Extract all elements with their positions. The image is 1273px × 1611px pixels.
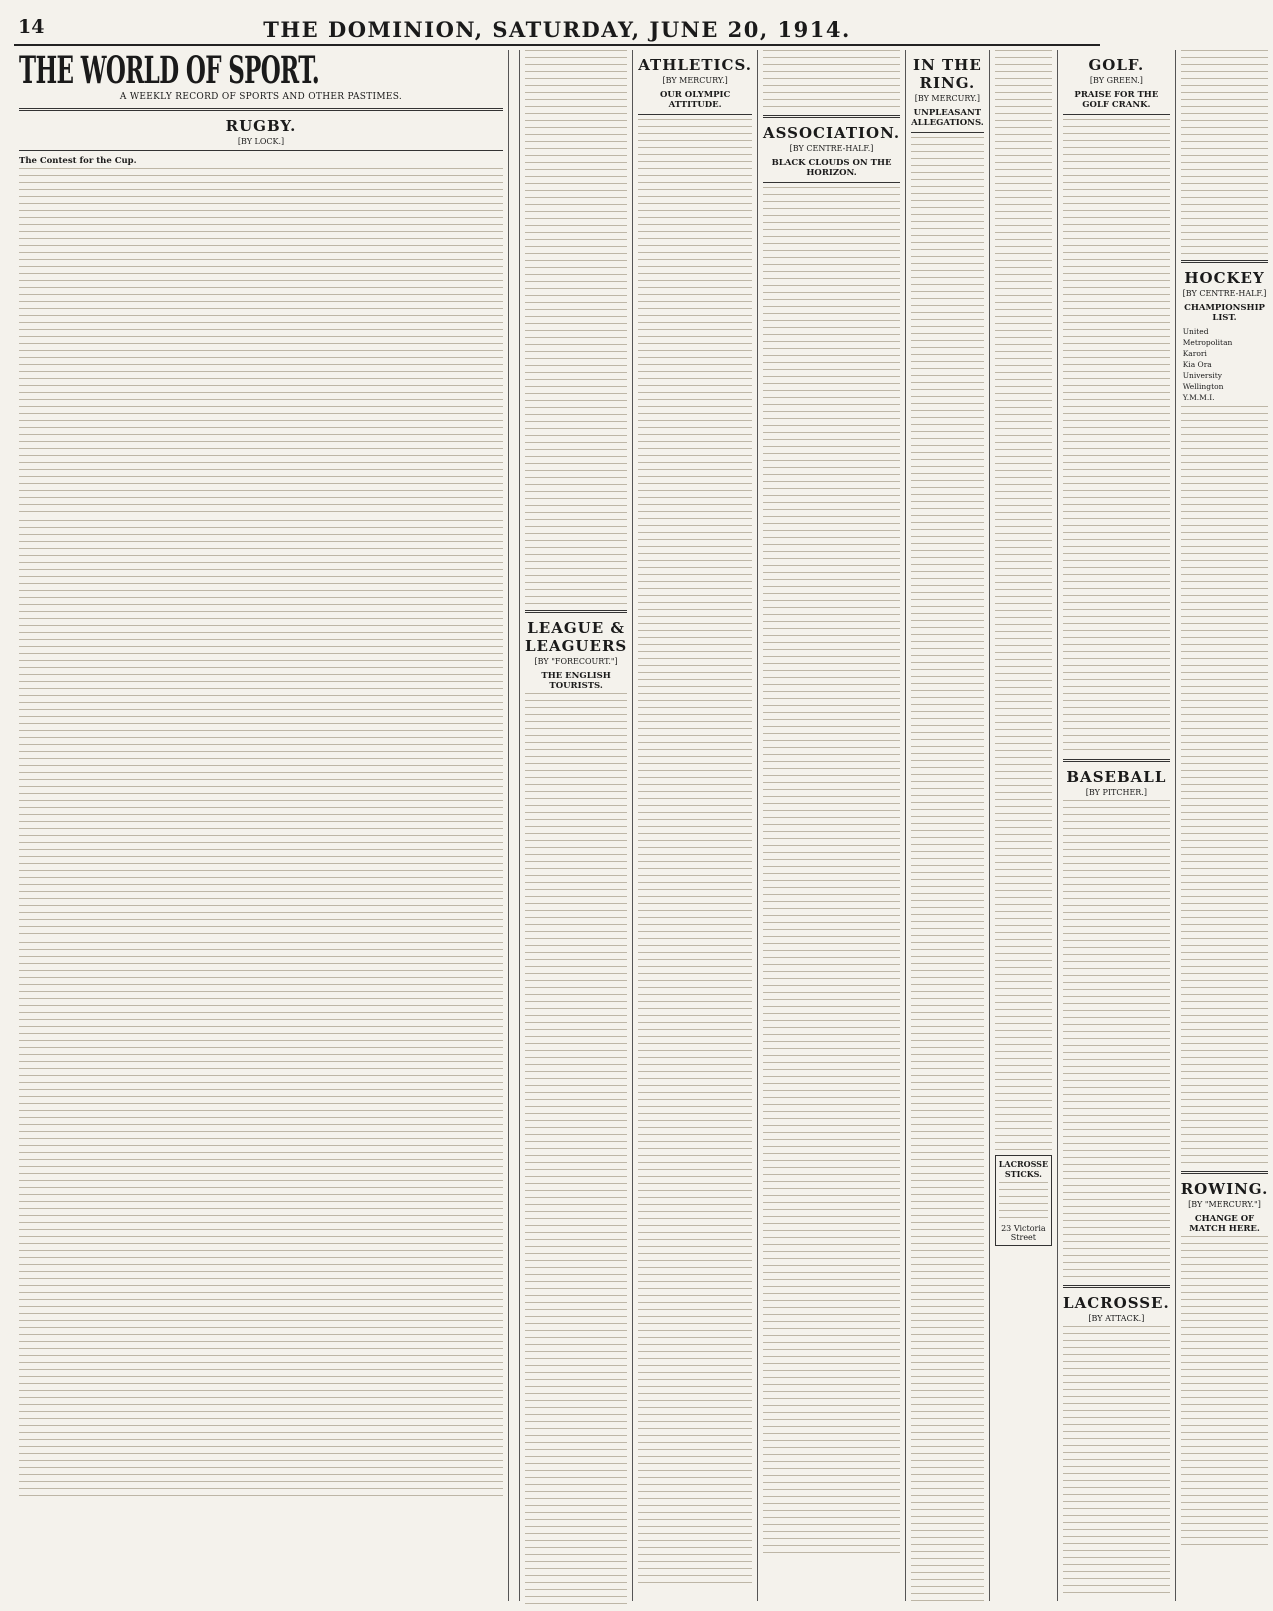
advert-address: 23 Victoria Street bbox=[1001, 1224, 1046, 1242]
newspaper-dateline: THE DOMINION, SATURDAY, JUNE 20, 1914. bbox=[263, 16, 851, 42]
league-subhead: THE ENGLISH TOURISTS. bbox=[541, 671, 611, 691]
association-text bbox=[763, 187, 900, 1557]
team-name: Wellington bbox=[1182, 382, 1224, 391]
table-row bbox=[1181, 359, 1269, 370]
advert-title: LACROSSE STICKS. bbox=[998, 1159, 1049, 1179]
team-name: Y.M.M.I. bbox=[1182, 393, 1215, 402]
banner-subtitle: A WEEKLY RECORD OF SPORTS AND OTHER PASTIMES. bbox=[119, 92, 403, 102]
athletics-subhead: OUR OLYMPIC ATTITUDE. bbox=[659, 90, 731, 110]
athletics-byline: [BY MERCURY.] bbox=[662, 76, 728, 85]
hockey-subhead: CHAMPIONSHIP LIST. bbox=[1184, 303, 1265, 323]
rowing-byline: [BY "MERCURY."] bbox=[1188, 1200, 1261, 1209]
rowing-subhead: CHANGE OF MATCH HERE. bbox=[1189, 1214, 1260, 1234]
columns bbox=[14, 48, 1269, 1601]
team-name: Karori bbox=[1182, 349, 1207, 358]
association-heading: ASSOCIATION. bbox=[763, 124, 901, 142]
column-7 bbox=[989, 50, 1057, 1601]
masthead bbox=[14, 14, 1100, 46]
column-1 bbox=[14, 50, 508, 1601]
hockey-heading: HOCKEY bbox=[1184, 269, 1265, 287]
athletics-continued-text bbox=[763, 50, 900, 110]
rugby-byline: [BY LOCK.] bbox=[237, 137, 285, 146]
lacrosse-sticks-advert bbox=[995, 1155, 1052, 1246]
golf-text bbox=[1063, 119, 1170, 754]
rowing-heading: ROWING. bbox=[1180, 1180, 1269, 1198]
league-text bbox=[525, 693, 627, 1608]
baseball-heading: BASEBALL bbox=[1066, 768, 1167, 786]
rugby-heading: RUGBY. bbox=[225, 117, 297, 135]
lacrosse-byline: [BY ATTACK.] bbox=[1088, 1314, 1145, 1323]
golf-heading: GOLF. bbox=[1088, 56, 1145, 74]
ring-heading: IN THE RING. bbox=[913, 56, 982, 92]
column-5 bbox=[757, 50, 905, 1601]
ring-subhead: UNPLEASANT ALLEGATIONS. bbox=[911, 108, 984, 128]
rugby-continued-text-2 bbox=[525, 50, 627, 605]
column-6 bbox=[905, 50, 989, 1601]
column-4 bbox=[632, 50, 757, 1601]
hockey-text bbox=[1181, 406, 1269, 1166]
hockey-championship-table bbox=[1181, 326, 1269, 403]
table-row bbox=[1181, 337, 1269, 348]
baseball-text bbox=[1063, 800, 1170, 1280]
table-row bbox=[1181, 326, 1269, 337]
ring-continued-text bbox=[995, 50, 1052, 1150]
column-9 bbox=[1175, 50, 1273, 1601]
baseball-byline: [BY PITCHER.] bbox=[1085, 788, 1147, 797]
lacrosse-text bbox=[1063, 1326, 1170, 1596]
column-8 bbox=[1057, 50, 1175, 1601]
golf-continued-text bbox=[1181, 50, 1269, 255]
page-number: 14 bbox=[18, 16, 45, 38]
team-name: Metropolitan bbox=[1182, 338, 1233, 347]
lacrosse-heading: LACROSSE. bbox=[1063, 1294, 1170, 1312]
golf-byline: [BY GREEN.] bbox=[1089, 76, 1143, 85]
rugby-subhead: The Contest for the Cup. bbox=[19, 156, 137, 166]
association-subhead: BLACK CLOUDS ON THE HORIZON. bbox=[771, 158, 892, 178]
rugby-text-3 bbox=[19, 942, 503, 1502]
advert-text bbox=[999, 1182, 1048, 1222]
team-name: University bbox=[1182, 371, 1223, 380]
rugby-text-2 bbox=[19, 520, 503, 940]
team-name: United bbox=[1182, 327, 1209, 336]
ring-text bbox=[911, 137, 984, 1602]
column-2 bbox=[508, 50, 519, 1601]
association-byline: [BY CENTRE-HALF.] bbox=[789, 144, 874, 153]
ring-byline: [BY MERCURY.] bbox=[914, 94, 981, 103]
rowing-text bbox=[1181, 1236, 1269, 1546]
table-row bbox=[1181, 392, 1269, 403]
rugby-text-1 bbox=[19, 168, 503, 518]
table-row bbox=[1181, 370, 1269, 381]
table-row bbox=[1181, 348, 1269, 359]
table-row bbox=[1181, 381, 1269, 392]
team-name: Kia Ora bbox=[1182, 360, 1212, 369]
hockey-byline: [BY CENTRE-HALF.] bbox=[1182, 289, 1267, 298]
league-heading: LEAGUE & LEAGUERS bbox=[525, 619, 628, 655]
league-byline: [BY "FORECOURT."] bbox=[534, 657, 618, 666]
section-banner: THE WORLD OF SPORT. bbox=[19, 48, 320, 92]
golf-subhead: PRAISE FOR THE GOLF CRANK. bbox=[1074, 90, 1159, 110]
athletics-heading: ATHLETICS. bbox=[638, 56, 753, 74]
athletics-text bbox=[638, 119, 752, 1589]
column-3 bbox=[519, 50, 632, 1601]
